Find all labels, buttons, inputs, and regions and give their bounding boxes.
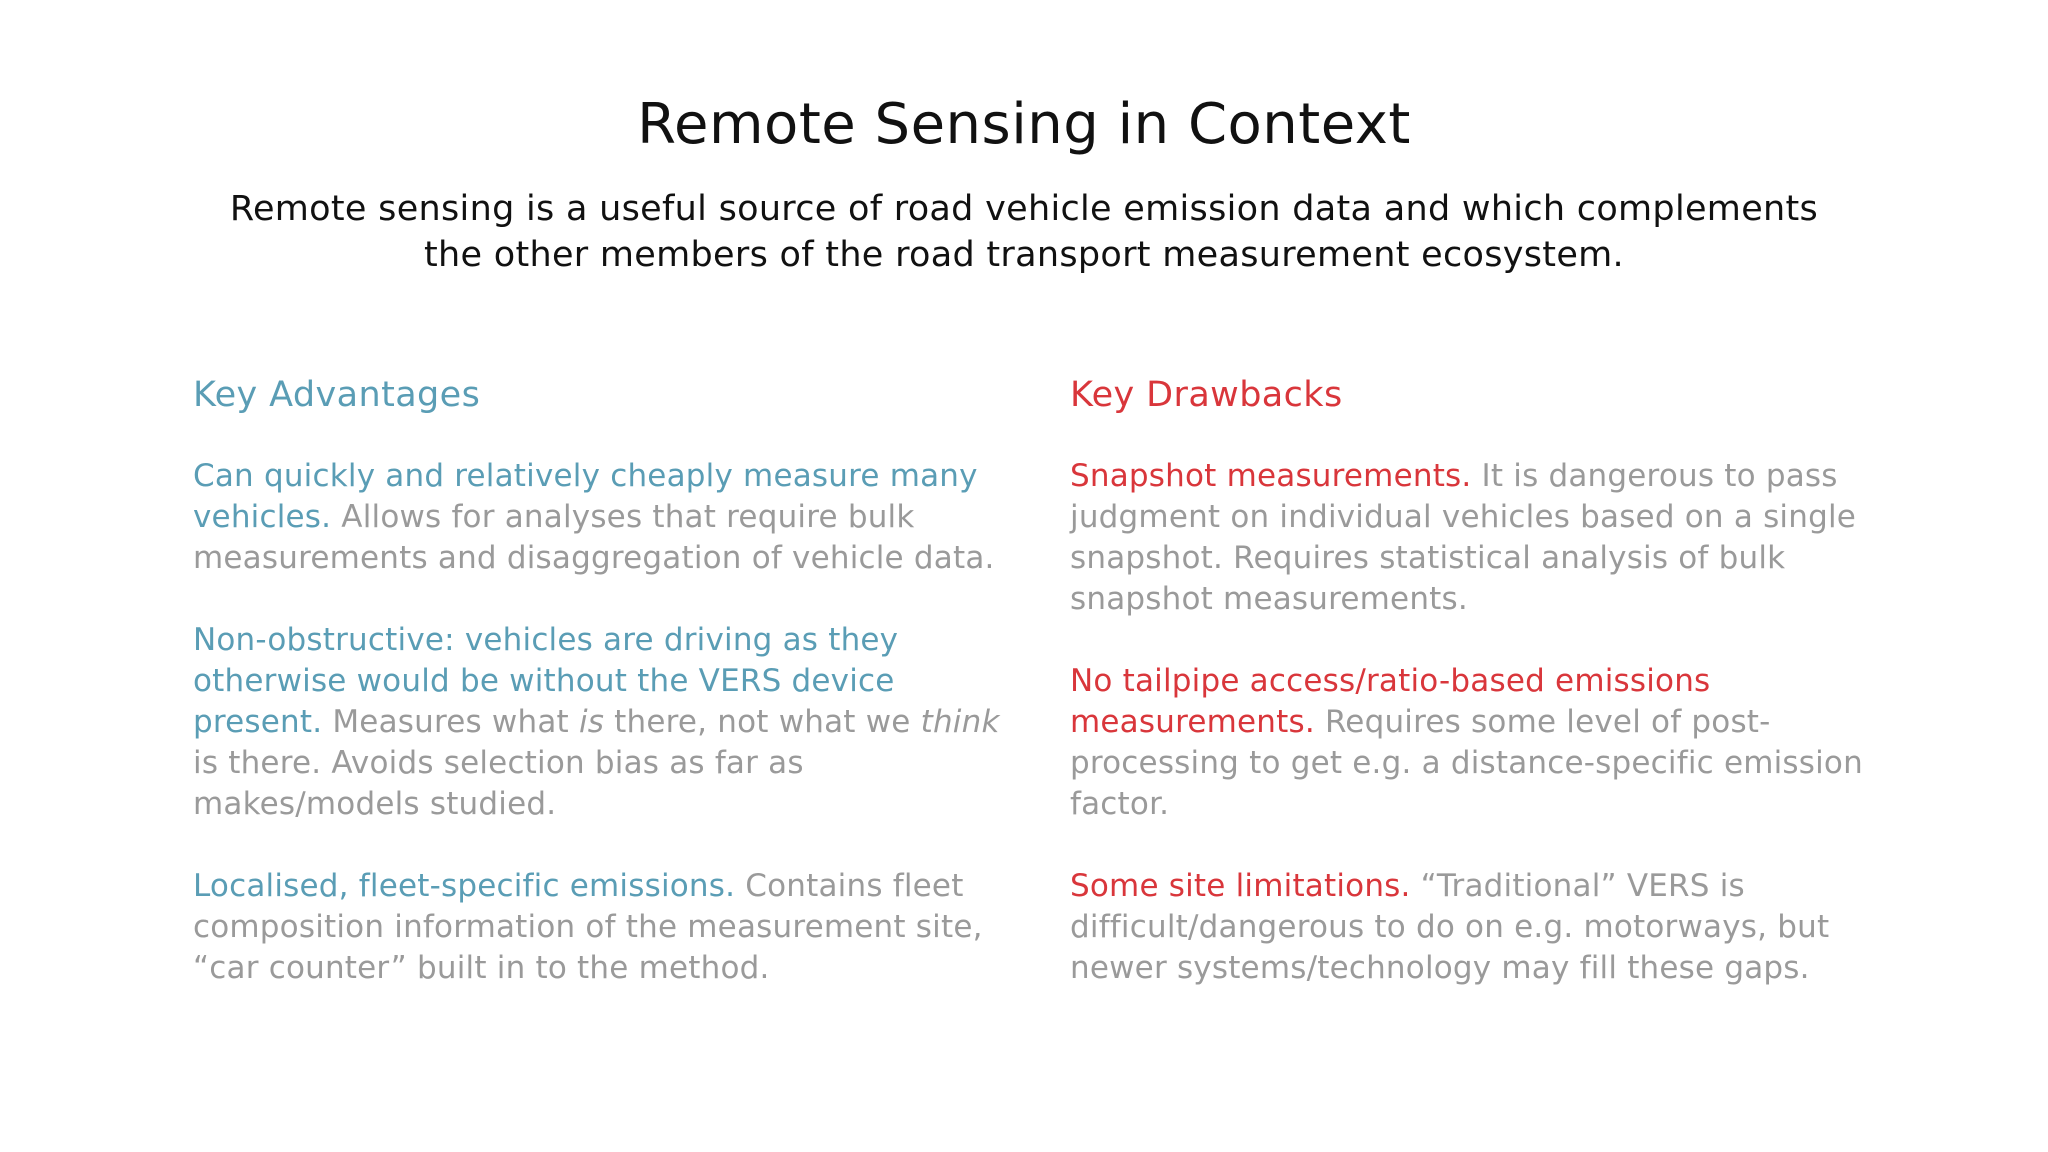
advantages-column xyxy=(193,372,1013,1030)
drawback-text: It is dangerous to pass judgment on individual vehicles based on a single snapshot. Requires statistical analysis of bulk snapshot measurements. xyxy=(1070,458,1857,617)
drawback-item xyxy=(1070,661,1880,825)
advantage-emphasis: think xyxy=(920,704,1000,740)
drawbacks-column xyxy=(1070,372,1880,1030)
drawback-text: “Traditional” VERS is difficult/dangerous to do on e.g. motorways, but newer systems/technology may fill these gaps. xyxy=(1070,868,1830,986)
slide-subtitle: Remote sensing is a useful source of road vehicle emission data and which complements the other members of the road transport measurement ecosystem. xyxy=(229,189,1819,275)
drawbacks-heading: Key Drawbacks xyxy=(1070,375,1343,415)
advantage-text: is there. Avoids selection bias as far as makes/models studied. xyxy=(193,745,804,822)
drawback-item xyxy=(1070,456,1880,620)
drawback-item xyxy=(1070,866,1880,989)
advantage-item xyxy=(193,620,1013,825)
drawback-lead: Some site limitations. xyxy=(1070,868,1411,904)
advantage-item xyxy=(193,456,1013,579)
advantage-text: there, not what we xyxy=(614,704,911,740)
advantage-text: Contains fleet composition information of the measurement site, “car counter” built in to the method. xyxy=(193,868,983,986)
advantage-lead: Localised, fleet-specific emissions. xyxy=(193,868,736,904)
advantage-text: Allows for analyses that require bulk measurements and disaggregation of vehicle data. xyxy=(193,499,995,576)
drawback-lead: No tailpipe access/ratio-based emissions measurements. xyxy=(1070,663,1711,740)
advantage-emphasis: is xyxy=(578,704,605,740)
advantage-lead: Non-obstructive: vehicles are driving as they otherwise would be without the VERS device present. xyxy=(193,622,899,740)
advantage-text: Measures what xyxy=(332,704,569,740)
slide-title: Remote Sensing in Context xyxy=(637,92,1411,157)
drawback-lead: Snapshot measurements. xyxy=(1070,458,1472,494)
advantage-lead: Can quickly and relatively cheaply measure many vehicles. xyxy=(193,458,978,535)
advantage-item xyxy=(193,866,1013,989)
drawback-text: Requires some level of post-processing to get e.g. a distance-specific emission factor. xyxy=(1070,704,1863,822)
advantages-heading: Key Advantages xyxy=(193,375,481,415)
